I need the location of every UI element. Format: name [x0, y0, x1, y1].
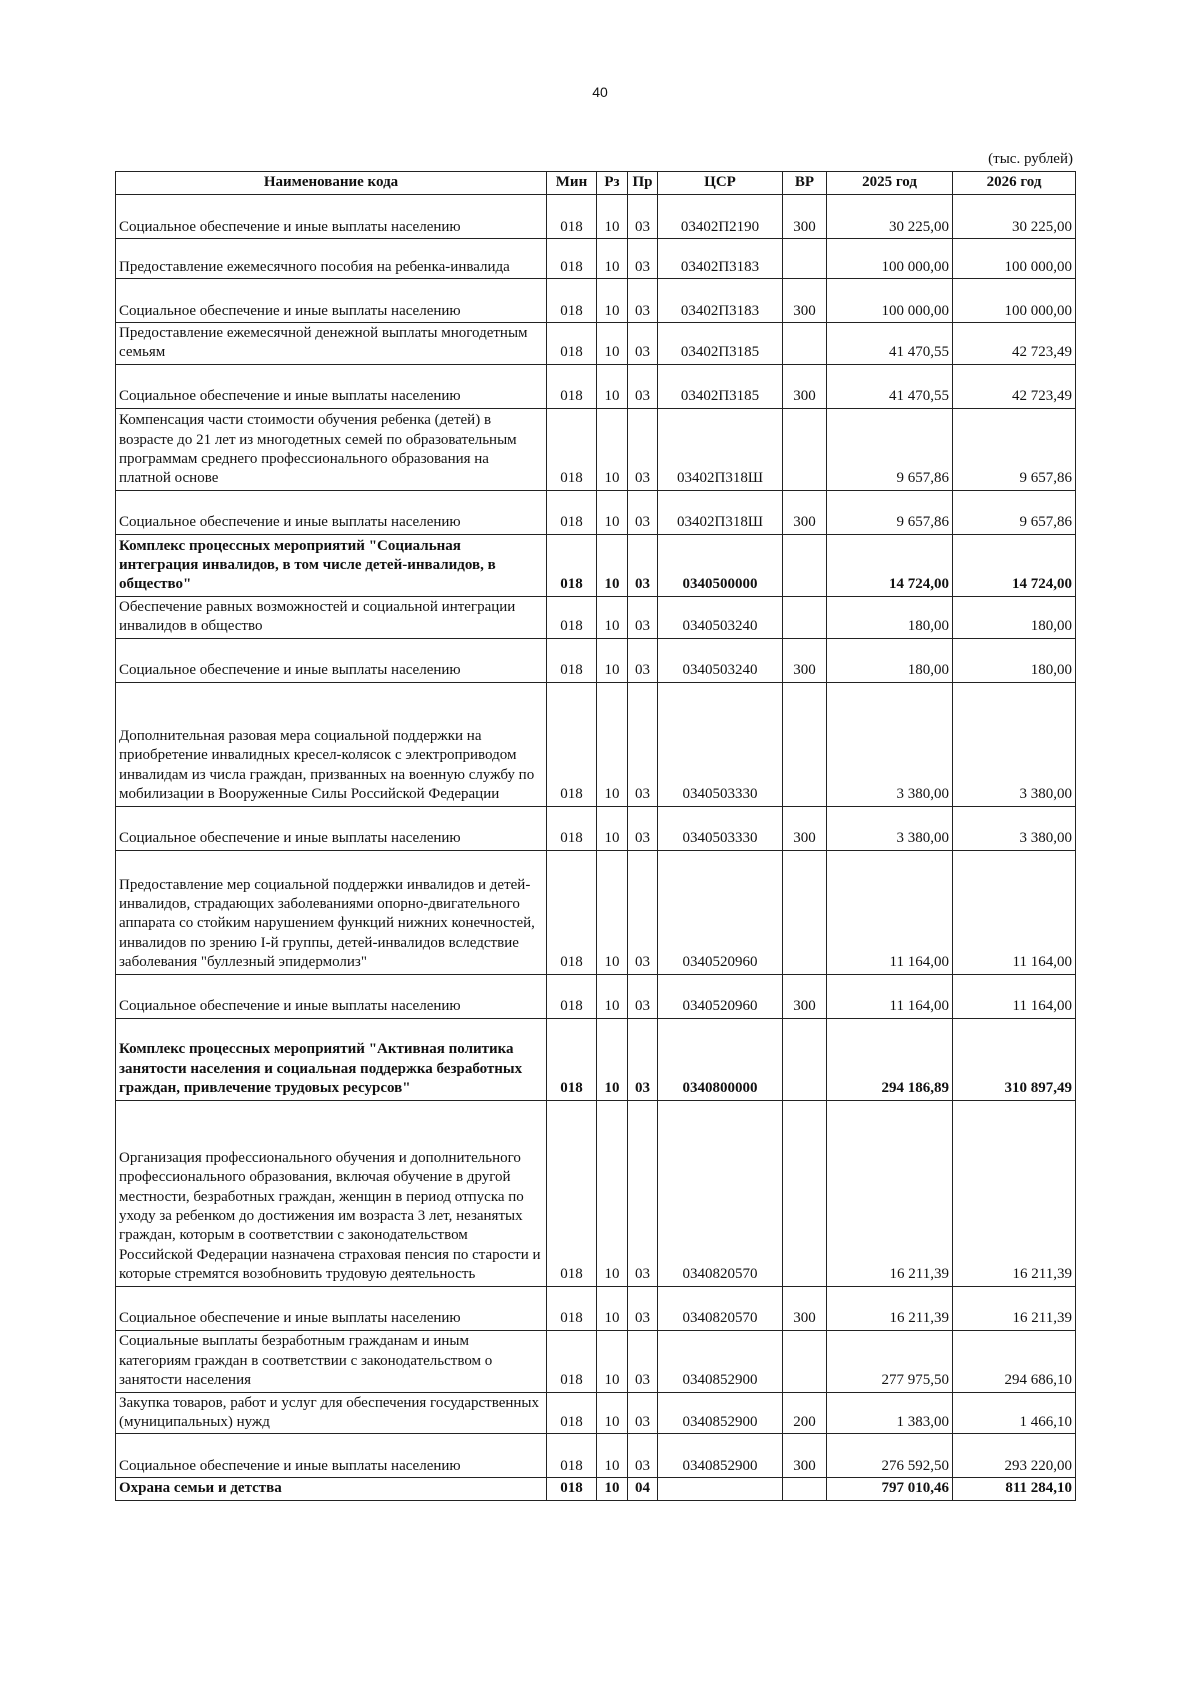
row-min: 018: [547, 1330, 597, 1392]
table-row: [116, 195, 1076, 239]
row-vr: 300: [783, 279, 827, 323]
row-rz: 10: [597, 408, 628, 490]
row-2025: 277 975,50: [827, 1330, 953, 1392]
row-vr: 300: [783, 195, 827, 239]
row-pr: 03: [628, 195, 658, 239]
row-min: 018: [547, 1018, 597, 1100]
row-rz: 10: [597, 195, 628, 239]
row-2026: 42 723,49: [953, 364, 1076, 408]
row-min: 018: [547, 638, 597, 682]
table-row: [116, 850, 1076, 974]
row-min: 018: [547, 596, 597, 638]
header-min: Мин: [547, 172, 597, 195]
table-row: [116, 1286, 1076, 1330]
row-2026: 293 220,00: [953, 1434, 1076, 1478]
row-2025: 100 000,00: [827, 279, 953, 323]
row-min: 018: [547, 534, 597, 596]
row-name: Предоставление мер социальной поддержки инвалидов и детей-инвалидов, страдающих заболеваниями опорно-двигательного аппарата со стойким нарушением функций нижних конечностей, инвалидов по зрению I-й группы, детей-инвалидов вследствие заболевания "буллезный эпидермолиз": [116, 850, 547, 974]
row-2025: 3 380,00: [827, 806, 953, 850]
row-csr: 03402П2190: [658, 195, 783, 239]
row-pr: 03: [628, 974, 658, 1018]
row-rz: 10: [597, 974, 628, 1018]
row-vr: 300: [783, 974, 827, 1018]
row-vr: 300: [783, 364, 827, 408]
row-2026: 16 211,39: [953, 1286, 1076, 1330]
row-2025: 14 724,00: [827, 534, 953, 596]
row-vr: [783, 408, 827, 490]
row-csr: 0340503240: [658, 638, 783, 682]
row-pr: 03: [628, 806, 658, 850]
row-csr: 0340520960: [658, 974, 783, 1018]
row-name: Социальное обеспечение и иные выплаты населению: [116, 279, 547, 323]
table-row: [116, 1478, 1076, 1500]
table-row: [116, 364, 1076, 408]
budget-table: [115, 171, 1076, 1501]
row-pr: 03: [628, 239, 658, 279]
row-vr: [783, 1478, 827, 1500]
table-row: [116, 534, 1076, 596]
row-rz: 10: [597, 1286, 628, 1330]
row-2025: 3 380,00: [827, 682, 953, 806]
table-body: [116, 195, 1076, 1501]
row-name: Предоставление ежемесячного пособия на ребенка-инвалида: [116, 239, 547, 279]
row-rz: 10: [597, 239, 628, 279]
row-csr: 03402П318Ш: [658, 490, 783, 534]
row-min: 018: [547, 195, 597, 239]
row-csr: 0340852900: [658, 1330, 783, 1392]
row-name: Социальное обеспечение и иные выплаты населению: [116, 806, 547, 850]
table-row: [116, 1330, 1076, 1392]
row-pr: 03: [628, 1286, 658, 1330]
row-min: 018: [547, 806, 597, 850]
row-rz: 10: [597, 534, 628, 596]
row-rz: 10: [597, 682, 628, 806]
row-2025: 1 383,00: [827, 1392, 953, 1434]
header-2025: 2025 год: [827, 172, 953, 195]
row-vr: [783, 682, 827, 806]
row-2026: 811 284,10: [953, 1478, 1076, 1500]
row-2026: 42 723,49: [953, 323, 1076, 365]
row-2025: 100 000,00: [827, 239, 953, 279]
header-vr: ВР: [783, 172, 827, 195]
row-csr: 03402П3185: [658, 323, 783, 365]
row-rz: 10: [597, 850, 628, 974]
table-row: [116, 239, 1076, 279]
row-name: Социальное обеспечение и иные выплаты населению: [116, 364, 547, 408]
row-rz: 10: [597, 1018, 628, 1100]
row-csr: 0340500000: [658, 534, 783, 596]
row-2025: 797 010,46: [827, 1478, 953, 1500]
row-vr: [783, 534, 827, 596]
row-rz: 10: [597, 323, 628, 365]
row-rz: 10: [597, 596, 628, 638]
table-header-row: [116, 172, 1076, 195]
row-2025: 30 225,00: [827, 195, 953, 239]
row-csr: 0340852900: [658, 1392, 783, 1434]
row-2025: 276 592,50: [827, 1434, 953, 1478]
row-rz: 10: [597, 638, 628, 682]
row-min: 018: [547, 239, 597, 279]
row-csr: 0340852900: [658, 1434, 783, 1478]
row-csr: 0340820570: [658, 1100, 783, 1286]
row-csr: 0340800000: [658, 1018, 783, 1100]
header-name: Наименование кода: [116, 172, 547, 195]
row-name: Социальное обеспечение и иные выплаты населению: [116, 490, 547, 534]
row-csr: 0340503240: [658, 596, 783, 638]
row-pr: 03: [628, 534, 658, 596]
row-2026: 294 686,10: [953, 1330, 1076, 1392]
row-2026: 1 466,10: [953, 1392, 1076, 1434]
row-rz: 10: [597, 279, 628, 323]
row-2025: 41 470,55: [827, 364, 953, 408]
row-name: Закупка товаров, работ и услуг для обеспечения государственных (муниципальных) нужд: [116, 1392, 547, 1434]
row-csr: 03402П3185: [658, 364, 783, 408]
table-row: [116, 806, 1076, 850]
table-row: [116, 1018, 1076, 1100]
row-rz: 10: [597, 1434, 628, 1478]
row-name: Социальное обеспечение и иные выплаты населению: [116, 195, 547, 239]
row-2026: 9 657,86: [953, 408, 1076, 490]
table-row: [116, 638, 1076, 682]
row-vr: 300: [783, 806, 827, 850]
row-2026: 3 380,00: [953, 806, 1076, 850]
row-min: 018: [547, 323, 597, 365]
row-min: 018: [547, 279, 597, 323]
row-2025: 180,00: [827, 638, 953, 682]
header-pr: Пр: [628, 172, 658, 195]
row-min: 018: [547, 1100, 597, 1286]
row-name: Социальное обеспечение и иные выплаты населению: [116, 1434, 547, 1478]
row-2025: 294 186,89: [827, 1018, 953, 1100]
table-row: [116, 323, 1076, 365]
table-row: [116, 1434, 1076, 1478]
row-pr: 03: [628, 364, 658, 408]
row-2026: 3 380,00: [953, 682, 1076, 806]
row-pr: 03: [628, 1100, 658, 1286]
row-name: Охрана семьи и детства: [116, 1478, 547, 1500]
units-note: (тыс. рублей): [988, 151, 1073, 167]
row-pr: 03: [628, 638, 658, 682]
row-vr: 200: [783, 1392, 827, 1434]
table-row: [116, 596, 1076, 638]
row-2026: 310 897,49: [953, 1018, 1076, 1100]
row-csr: 03402П3183: [658, 239, 783, 279]
row-name: Комплекс процессных мероприятий "Социальная интеграция инвалидов, в том числе детей-инвалидов, в общество": [116, 534, 547, 596]
row-min: 018: [547, 682, 597, 806]
row-name: Социальные выплаты безработным гражданам и иным категориям граждан в соответствии с законодательством о занятости населения: [116, 1330, 547, 1392]
row-pr: 04: [628, 1478, 658, 1500]
row-pr: 03: [628, 490, 658, 534]
row-2025: 180,00: [827, 596, 953, 638]
row-2025: 41 470,55: [827, 323, 953, 365]
row-pr: 03: [628, 682, 658, 806]
row-2026: 100 000,00: [953, 279, 1076, 323]
row-rz: 10: [597, 490, 628, 534]
row-2026: 9 657,86: [953, 490, 1076, 534]
row-2026: 30 225,00: [953, 195, 1076, 239]
table-row: [116, 490, 1076, 534]
row-2026: 16 211,39: [953, 1100, 1076, 1286]
row-rz: 10: [597, 1392, 628, 1434]
row-min: 018: [547, 974, 597, 1018]
row-vr: [783, 596, 827, 638]
row-name: Социальное обеспечение и иные выплаты населению: [116, 1286, 547, 1330]
row-csr: 0340820570: [658, 1286, 783, 1330]
row-pr: 03: [628, 279, 658, 323]
row-vr: 300: [783, 1286, 827, 1330]
row-vr: 300: [783, 638, 827, 682]
header-rz: Рз: [597, 172, 628, 195]
table-row: [116, 279, 1076, 323]
table-row: [116, 1100, 1076, 1286]
row-vr: [783, 1018, 827, 1100]
row-name: Обеспечение равных возможностей и социальной интеграции инвалидов в общество: [116, 596, 547, 638]
row-rz: 10: [597, 806, 628, 850]
row-csr: 0340520960: [658, 850, 783, 974]
page-number: 40: [592, 84, 608, 100]
row-rz: 10: [597, 364, 628, 408]
row-rz: 10: [597, 1100, 628, 1286]
row-min: 018: [547, 408, 597, 490]
row-2025: 11 164,00: [827, 974, 953, 1018]
row-min: 018: [547, 1392, 597, 1434]
row-name: Организация профессионального обучения и дополнительного профессионального образования, включая обучение в другой местности, безработных граждан, женщин в период отпуска по уходу за ребенком до достижения им возраста 3 лет, незанятых граждан, которым в соответствии с законодательством Российской Федерации назначена страховая пенсия по старости и которые стремятся возобновить трудовую деятельность: [116, 1100, 547, 1286]
row-csr: [658, 1478, 783, 1500]
row-csr: 03402П318Ш: [658, 408, 783, 490]
row-min: 018: [547, 1434, 597, 1478]
row-2025: 16 211,39: [827, 1100, 953, 1286]
row-csr: 0340503330: [658, 806, 783, 850]
row-pr: 03: [628, 1330, 658, 1392]
table-row: [116, 974, 1076, 1018]
row-name: Комплекс процессных мероприятий "Активная политика занятости населения и социальная поддержка безработных граждан, привлечение трудовых ресурсов": [116, 1018, 547, 1100]
row-pr: 03: [628, 850, 658, 974]
table-row: [116, 408, 1076, 490]
row-2026: 11 164,00: [953, 850, 1076, 974]
row-csr: 03402П3183: [658, 279, 783, 323]
row-name: Социальное обеспечение и иные выплаты населению: [116, 638, 547, 682]
row-min: 018: [547, 1286, 597, 1330]
row-pr: 03: [628, 408, 658, 490]
header-2026: 2026 год: [953, 172, 1076, 195]
row-pr: 03: [628, 1018, 658, 1100]
header-csr: ЦСР: [658, 172, 783, 195]
row-name: Дополнительная разовая мера социальной поддержки на приобретение инвалидных кресел-колясок с электроприводом инвалидам из числа граждан, призванных на военную службу по мобилизации в Вооруженные Силы Российской Федерации: [116, 682, 547, 806]
row-2026: 11 164,00: [953, 974, 1076, 1018]
row-2025: 16 211,39: [827, 1286, 953, 1330]
row-2026: 180,00: [953, 638, 1076, 682]
row-min: 018: [547, 364, 597, 408]
row-2026: 100 000,00: [953, 239, 1076, 279]
row-rz: 10: [597, 1330, 628, 1392]
row-vr: [783, 1330, 827, 1392]
row-pr: 03: [628, 323, 658, 365]
row-min: 018: [547, 490, 597, 534]
row-vr: [783, 1100, 827, 1286]
row-vr: [783, 239, 827, 279]
row-csr: 0340503330: [658, 682, 783, 806]
row-pr: 03: [628, 1392, 658, 1434]
row-2025: 11 164,00: [827, 850, 953, 974]
row-name: Социальное обеспечение и иные выплаты населению: [116, 974, 547, 1018]
row-min: 018: [547, 850, 597, 974]
row-vr: [783, 323, 827, 365]
row-name: Компенсация части стоимости обучения ребенка (детей) в возрасте до 21 лет из многодетных семей по образовательным программам среднего профессионального образования на платной основе: [116, 408, 547, 490]
row-vr: [783, 850, 827, 974]
row-name: Предоставление ежемесячной денежной выплаты многодетным семьям: [116, 323, 547, 365]
table-row: [116, 682, 1076, 806]
row-2025: 9 657,86: [827, 490, 953, 534]
row-vr: 300: [783, 490, 827, 534]
row-2026: 14 724,00: [953, 534, 1076, 596]
row-pr: 03: [628, 596, 658, 638]
row-min: 018: [547, 1478, 597, 1500]
row-2025: 9 657,86: [827, 408, 953, 490]
row-rz: 10: [597, 1478, 628, 1500]
table-row: [116, 1392, 1076, 1434]
row-vr: 300: [783, 1434, 827, 1478]
row-pr: 03: [628, 1434, 658, 1478]
row-2026: 180,00: [953, 596, 1076, 638]
